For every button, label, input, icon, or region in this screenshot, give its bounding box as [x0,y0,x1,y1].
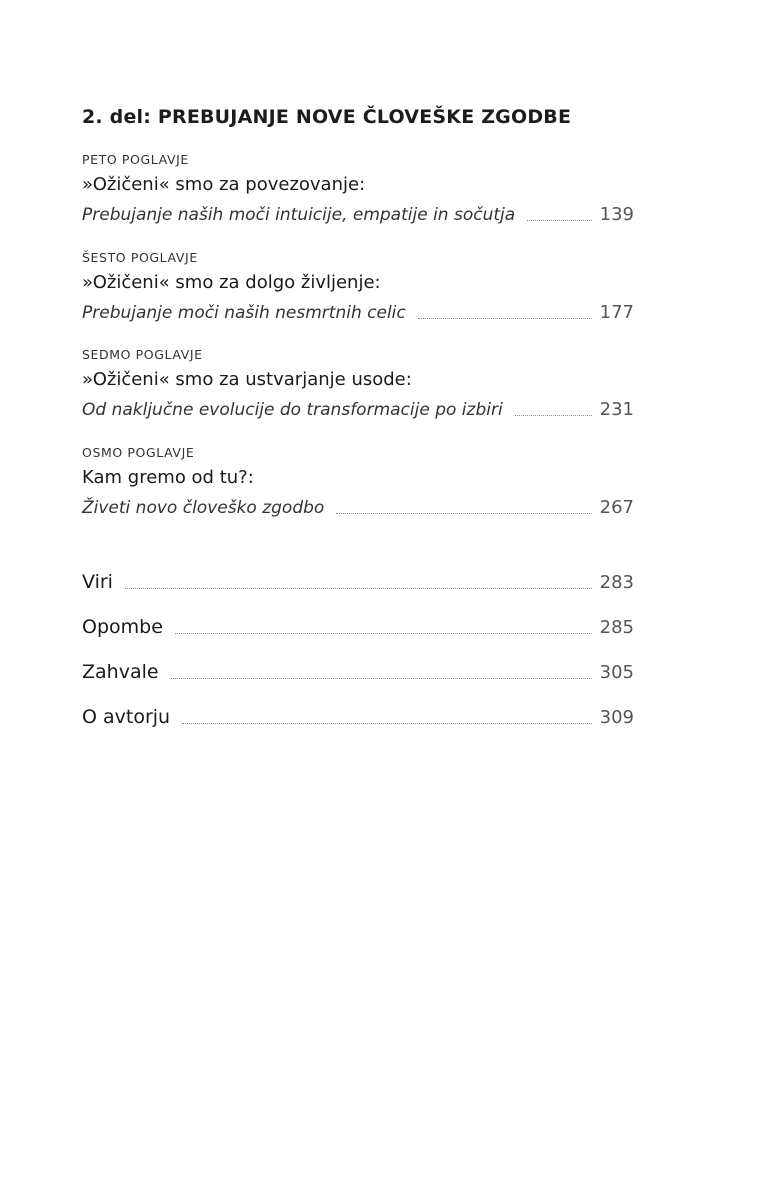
back-matter-title: Viri [82,571,113,593]
back-matter-title: O avtorju [82,706,171,728]
chapter-subtitle: Prebujanje moči naših nesmrtnih celic [82,303,406,323]
chapter-subtitle: Prebujanje naših moči intuicije, empatije in sočutja [82,205,516,225]
page-number: 177 [599,302,634,323]
chapter-subtitle-line [82,398,634,422]
toc-back-matter-entry [82,569,634,595]
dot-leader [418,317,592,319]
toc-back-matter-entry [82,614,634,640]
dot-leader [336,512,591,514]
page-number: 305 [599,662,634,683]
part-heading: 2. del: PREBUJANJE NOVE ČLOVEŠKE ZGODBE [82,106,572,128]
chapter-subtitle-line [82,203,634,227]
toc-back-matter-entry [82,659,634,685]
chapter-title: »Ožičeni« smo za ustvarjanje usode: [82,369,412,390]
chapter-title: Kam gremo od tu?: [82,467,254,488]
chapter-label: SEDMO POGLAVJE [82,347,203,362]
chapter-subtitle: Živeti novo človeško zgodbo [82,498,325,518]
dot-leader [125,587,592,589]
page-number: 267 [599,497,634,518]
chapter-subtitle: Od naključne evolucije do transformacije po izbiri [82,400,503,420]
dot-leader [175,632,592,634]
toc-chapter-entry [82,346,634,422]
page-number: 309 [599,707,634,728]
toc-chapter-entry [82,249,634,325]
chapter-subtitle-line [82,496,634,520]
chapter-title: »Ožičeni« smo za povezovanje: [82,174,366,195]
page-number: 285 [599,617,634,638]
back-matter-title: Opombe [82,616,163,638]
dot-leader [182,722,592,724]
toc-chapter-entry [82,151,634,227]
dot-leader [171,677,592,679]
back-matter-title: Zahvale [82,661,159,683]
page-number: 231 [599,399,634,420]
dot-leader [515,414,592,416]
toc-back-matter-entry [82,704,634,730]
toc-chapter-entry [82,444,634,520]
dot-leader [527,219,591,221]
page-number: 283 [599,572,634,593]
chapter-label: OSMO POGLAVJE [82,445,195,460]
chapter-subtitle-line [82,301,634,325]
chapter-label: PETO POGLAVJE [82,152,189,167]
chapter-title: »Ožičeni« smo za dolgo življenje: [82,272,381,293]
page-number: 139 [599,204,634,225]
chapter-label: ŠESTO POGLAVJE [82,250,198,265]
